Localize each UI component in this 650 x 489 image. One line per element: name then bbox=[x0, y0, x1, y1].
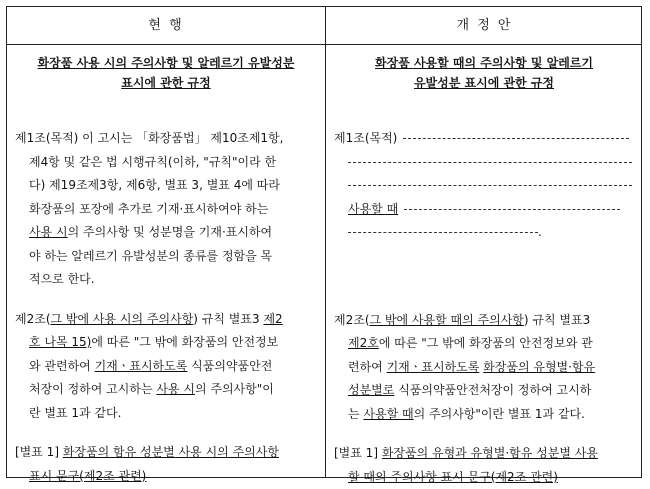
current-art1-underline: 사용 시 bbox=[29, 225, 68, 239]
current-title-line2: 표시에 관한 규정 bbox=[15, 73, 317, 93]
proposed-art2-underline: 그 밖에 사용할 때의 주의사항 bbox=[370, 313, 524, 327]
dashed-line bbox=[348, 185, 632, 186]
current-art2-text: 식품의약품안전 bbox=[187, 359, 272, 373]
header-proposed: 개 정 안 bbox=[326, 7, 643, 44]
proposed-art2-underline: 제2호 bbox=[348, 336, 379, 350]
current-art2-text: 의 주의사항"이 bbox=[195, 382, 274, 396]
header-current: 현 행 bbox=[7, 7, 325, 44]
current-column bbox=[15, 45, 317, 488]
proposed-art2-text: ) 규칙 별표3 bbox=[524, 313, 590, 327]
proposed-art1-keyword: 사용할 때 bbox=[348, 202, 398, 216]
current-art2-text: 처장이 정하여 고시하는 bbox=[29, 382, 156, 396]
proposed-art2-underline: 화장품의 유형별·함유 bbox=[483, 360, 595, 374]
proposed-art2-text: 는 bbox=[348, 407, 363, 421]
current-art1-line: 적으로 한다. bbox=[15, 268, 317, 292]
proposed-art1-label: 제1조(목적) bbox=[334, 131, 397, 145]
proposed-art2-underline: 사용할 때 bbox=[363, 407, 413, 421]
proposed-column bbox=[334, 45, 634, 489]
proposed-title bbox=[334, 53, 634, 93]
dashed-line bbox=[403, 138, 629, 139]
dashed-line bbox=[348, 162, 632, 163]
proposed-art2-underline: 기재ㆍ표시하도록 bbox=[387, 360, 480, 374]
current-art1-line: 야 하는 알레르기 유발성분의 종류를 정함을 목 bbox=[15, 245, 317, 269]
period: . bbox=[538, 225, 542, 239]
current-art2-text: 란 별표 1과 같다. bbox=[15, 402, 317, 426]
dashed-line bbox=[404, 209, 620, 210]
current-title bbox=[15, 53, 317, 93]
current-art2-underline: 사용 시 bbox=[156, 382, 195, 396]
proposed-title-line2: 유발성분 표시에 관한 규정 bbox=[334, 73, 634, 93]
current-art1-line: 제4항 및 같은 법 시행규칙(이하, "규칙"이라 한 bbox=[15, 151, 317, 175]
column-divider bbox=[325, 7, 326, 477]
proposed-title-line1: 화장품 사용할 때의 주의사항 및 알레르기 bbox=[334, 53, 634, 73]
dashed-line bbox=[348, 232, 538, 233]
current-article-1 bbox=[15, 127, 317, 292]
current-art2-text: 에 따른 "그 밖에 화장품의 안전정보 bbox=[91, 335, 278, 349]
current-art2-underline: 기재ㆍ표시하도록 bbox=[95, 359, 188, 373]
proposed-annex bbox=[334, 442, 634, 489]
current-title-line1: 화장품 사용 시의 주의사항 및 알레르기 유발성분 bbox=[15, 53, 317, 73]
current-annex-label: [별표 1] bbox=[15, 445, 63, 459]
current-art2-text: 제2조( bbox=[15, 312, 51, 326]
proposed-annex-underline: 할 때의 주의사항 표시 문구(제2조 관련) bbox=[334, 466, 634, 489]
proposed-art2-text: 의 주의사항"이란 별표 1과 같다. bbox=[414, 407, 585, 421]
current-art1-tail: 의 주의사항 및 성분명을 기재·표시하여 bbox=[68, 225, 273, 239]
current-art2-text: 와 관련하여 bbox=[29, 359, 95, 373]
proposed-art2-text: 식품의약품안전처장이 정하여 고시하 bbox=[394, 383, 591, 397]
proposed-article-2 bbox=[334, 309, 634, 427]
current-art2-text: ) 규칙 별표3 bbox=[193, 312, 263, 326]
proposed-annex-underline: 화장품의 유형과 유형별·함유 성분별 사용 bbox=[382, 446, 598, 460]
current-annex bbox=[15, 441, 317, 488]
proposed-annex-label: [별표 1] bbox=[334, 446, 382, 460]
current-art2-underline: 호 나목 15) bbox=[29, 335, 91, 349]
current-art1-line: 화장품의 포장에 추가로 기재·표시하여야 하는 bbox=[15, 198, 317, 222]
current-art2-underline: 그 밖에 사용 시의 주의사항 bbox=[51, 312, 194, 326]
proposed-art2-text: 에 따른 "그 밖에 화장품의 안전정보와 관 bbox=[379, 336, 593, 350]
proposed-art2-text: 제2조( bbox=[334, 313, 370, 327]
proposed-art2-text: 련하여 bbox=[348, 360, 387, 374]
proposed-art2-underline: 성분별로 bbox=[348, 383, 394, 397]
proposed-article-1 bbox=[334, 127, 634, 245]
comparison-table bbox=[6, 6, 642, 478]
current-art1-line: 제1조(목적) 이 고시는 「화장품법」 제10조제1항, bbox=[15, 127, 317, 151]
current-art2-underline: 제2 bbox=[263, 312, 282, 326]
current-annex-underline: 화장품의 함유 성분별 사용 시의 주의사항 bbox=[63, 445, 279, 459]
current-annex-underline: 표시 문구(제2조 관련) bbox=[15, 465, 317, 489]
current-art1-line bbox=[15, 221, 317, 245]
current-article-2 bbox=[15, 308, 317, 426]
current-art1-line: 다) 제19조제3항, 제6항, 별표 3, 별표 4에 따라 bbox=[15, 174, 317, 198]
